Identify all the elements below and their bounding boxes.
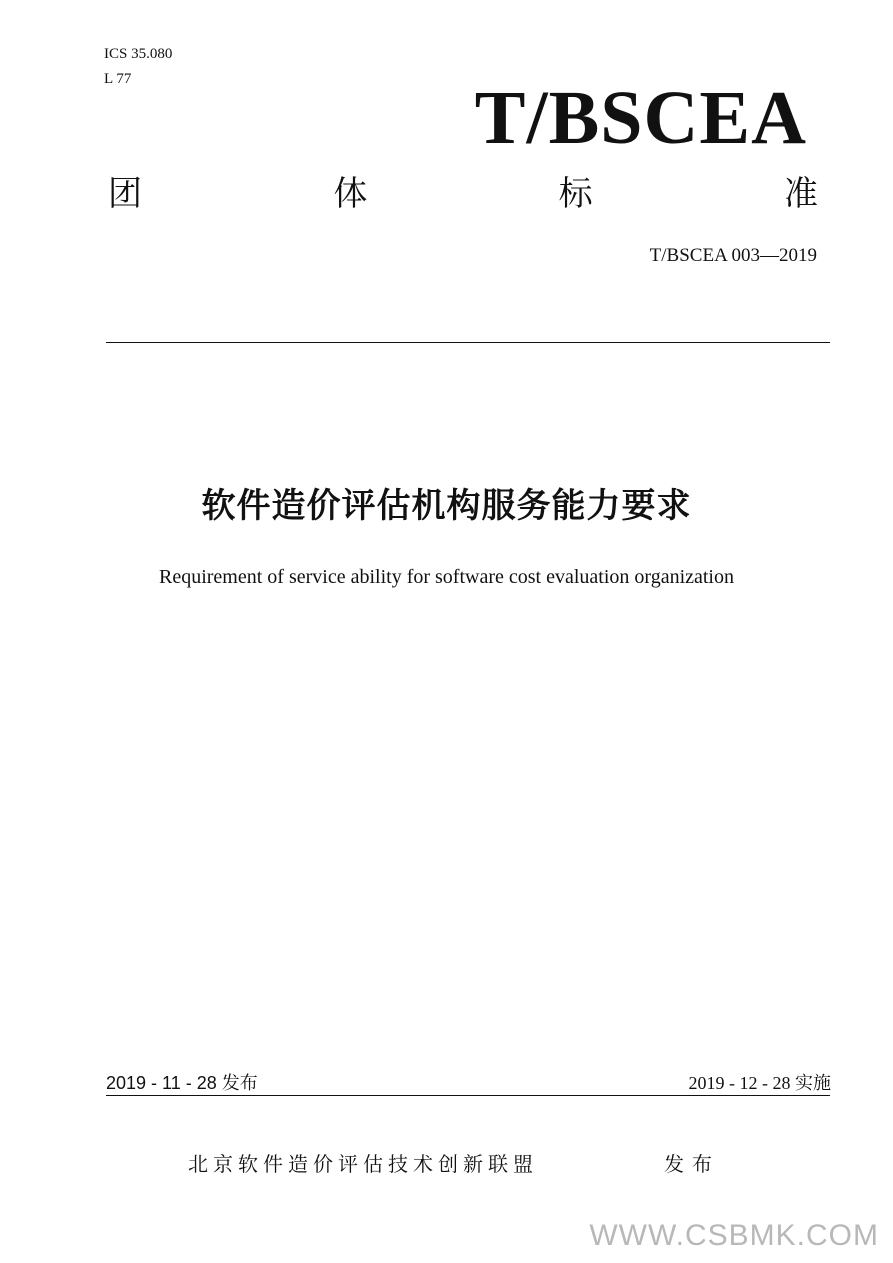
issue-date: 2019 - 11 - 28 发布 <box>106 1073 258 1093</box>
ics-code: ICS 35.080 <box>104 46 173 62</box>
category-char: 标 <box>558 174 593 214</box>
category-char: 准 <box>783 174 818 214</box>
document-title-english: Requirement of service ability for software cost evaluation organization <box>159 566 734 588</box>
ccs-code: L 77 <box>104 71 132 87</box>
category-char: 体 <box>333 174 368 214</box>
implementation-date: 2019 - 12 - 28 实施 <box>688 1073 831 1093</box>
standard-number: T/BSCEA 003—2019 <box>649 245 817 266</box>
document-title-chinese: 软件造价评估机构服务能力要求 <box>201 486 692 526</box>
standard-logo: T/BSCEA <box>474 76 807 160</box>
top-divider <box>106 342 830 343</box>
publisher-name: 北京软件造价评估技术创新联盟 <box>188 1152 538 1176</box>
publish-label: 发布 <box>664 1152 720 1176</box>
standard-category <box>108 172 818 216</box>
watermark-text: WWW.CSBMK.COM <box>589 1219 879 1252</box>
category-char: 团 <box>108 174 142 214</box>
bottom-divider <box>106 1095 830 1096</box>
